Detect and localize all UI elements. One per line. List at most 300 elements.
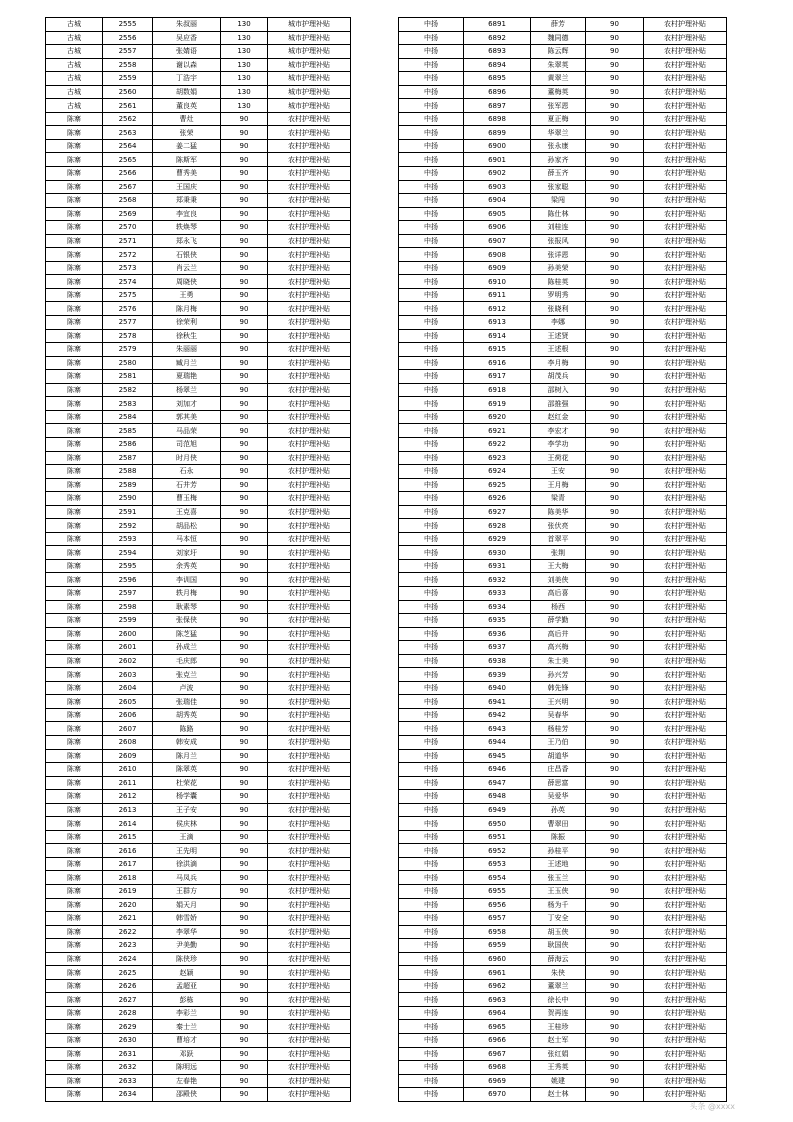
subsidy-type-cell: 农村护理补贴 (644, 912, 727, 926)
subsidy-type-cell: 农村护理补贴 (644, 424, 727, 438)
name-cell: 吴春华 (531, 708, 586, 722)
subsidy-type-cell: 农村护理补贴 (644, 790, 727, 804)
name-cell: 张伏亮 (531, 519, 586, 533)
name-cell: 马凤兵 (153, 871, 221, 885)
village-cell: 中扬 (399, 329, 464, 343)
serial-number-cell: 2576 (103, 302, 153, 316)
subsidy-type-cell: 农村护理补贴 (268, 695, 351, 709)
table-row (399, 614, 727, 628)
table-row (46, 627, 351, 641)
table-row (399, 58, 727, 72)
village-cell: 陈寨 (46, 912, 103, 926)
village-cell: 古城 (46, 18, 103, 32)
amount-cell: 90 (586, 316, 644, 330)
amount-cell: 90 (586, 722, 644, 736)
subsidy-type-cell: 农村护理补贴 (268, 681, 351, 695)
village-cell: 陈寨 (46, 586, 103, 600)
serial-number-cell: 2590 (103, 492, 153, 506)
serial-number-cell: 6937 (464, 641, 531, 655)
subsidy-type-cell: 农村护理补贴 (268, 112, 351, 126)
name-cell: 刘家圩 (153, 546, 221, 560)
subsidy-type-cell: 农村护理补贴 (268, 857, 351, 871)
village-cell: 陈寨 (46, 627, 103, 641)
table-row (46, 18, 351, 32)
serial-number-cell: 6951 (464, 830, 531, 844)
name-cell: 张晓利 (531, 302, 586, 316)
name-cell: 孙家齐 (531, 153, 586, 167)
table-row (46, 885, 351, 899)
amount-cell: 90 (586, 410, 644, 424)
name-cell: 娟天月 (153, 898, 221, 912)
amount-cell: 90 (221, 397, 268, 411)
name-cell: 孙英 (531, 803, 586, 817)
subsidy-type-cell: 农村护理补贴 (644, 221, 727, 235)
table-row (46, 343, 351, 357)
amount-cell: 90 (221, 586, 268, 600)
name-cell: 孙美荣 (531, 261, 586, 275)
name-cell: 邵推强 (531, 397, 586, 411)
subsidy-type-cell: 农村护理补贴 (268, 465, 351, 479)
serial-number-cell: 6949 (464, 803, 531, 817)
amount-cell: 90 (586, 424, 644, 438)
village-cell: 陈寨 (46, 180, 103, 194)
subsidy-type-cell: 农村护理补贴 (644, 437, 727, 451)
name-cell: 杜荣花 (153, 776, 221, 790)
village-cell: 陈寨 (46, 844, 103, 858)
subsidy-type-cell: 农村护理补贴 (644, 478, 727, 492)
serial-number-cell: 6950 (464, 817, 531, 831)
right-table-body (399, 18, 727, 1102)
name-cell: 李宏才 (531, 424, 586, 438)
serial-number-cell: 2596 (103, 573, 153, 587)
table-row (46, 1034, 351, 1048)
amount-cell: 90 (221, 167, 268, 181)
subsidy-type-cell: 农村护理补贴 (644, 586, 727, 600)
name-cell: 姚建 (531, 1074, 586, 1088)
table-row (46, 72, 351, 86)
subsidy-type-cell: 农村护理补贴 (644, 465, 727, 479)
name-cell: 王月梅 (531, 478, 586, 492)
table-row (46, 112, 351, 126)
village-cell: 中扬 (399, 735, 464, 749)
table-row (399, 586, 727, 600)
village-cell: 陈寨 (46, 695, 103, 709)
village-cell: 中扬 (399, 519, 464, 533)
village-cell: 中扬 (399, 316, 464, 330)
subsidy-type-cell: 农村护理补贴 (268, 1047, 351, 1061)
serial-number-cell: 2592 (103, 519, 153, 533)
village-cell: 中扬 (399, 627, 464, 641)
serial-number-cell: 6961 (464, 966, 531, 980)
name-cell: 韩先锋 (531, 681, 586, 695)
left-table-body (46, 18, 351, 1102)
village-cell: 古城 (46, 45, 103, 59)
name-cell: 高兴梅 (531, 641, 586, 655)
name-cell: 胡品松 (153, 519, 221, 533)
amount-cell: 90 (221, 207, 268, 221)
serial-number-cell: 2608 (103, 735, 153, 749)
subsidy-type-cell: 农村护理补贴 (268, 234, 351, 248)
table-row (46, 85, 351, 99)
amount-cell: 90 (586, 925, 644, 939)
village-cell: 中扬 (399, 546, 464, 560)
amount-cell: 90 (221, 1006, 268, 1020)
name-cell: 张荣 (153, 126, 221, 140)
amount-cell: 90 (586, 329, 644, 343)
subsidy-type-cell: 农村护理补贴 (268, 627, 351, 641)
name-cell: 薛思富 (531, 776, 586, 790)
table-row (46, 532, 351, 546)
table-row (399, 532, 727, 546)
serial-number-cell: 6894 (464, 58, 531, 72)
village-cell: 陈寨 (46, 397, 103, 411)
village-cell: 中扬 (399, 18, 464, 32)
serial-number-cell: 6928 (464, 519, 531, 533)
name-cell: 吴应香 (153, 31, 221, 45)
amount-cell: 90 (586, 939, 644, 953)
amount-cell: 90 (586, 857, 644, 871)
subsidy-type-cell: 农村护理补贴 (268, 1074, 351, 1088)
table-row (399, 763, 727, 777)
serial-number-cell: 6948 (464, 790, 531, 804)
table-row (46, 370, 351, 384)
table-row (399, 857, 727, 871)
serial-number-cell: 2563 (103, 126, 153, 140)
village-cell: 陈寨 (46, 316, 103, 330)
subsidy-type-cell: 农村护理补贴 (268, 180, 351, 194)
village-cell: 中扬 (399, 343, 464, 357)
subsidy-type-cell: 城市护理补贴 (268, 85, 351, 99)
amount-cell: 90 (221, 532, 268, 546)
serial-number-cell: 2564 (103, 139, 153, 153)
name-cell: 曹培才 (153, 1034, 221, 1048)
table-row (46, 749, 351, 763)
village-cell: 陈寨 (46, 532, 103, 546)
amount-cell: 90 (221, 939, 268, 953)
table-row (46, 668, 351, 682)
serial-number-cell: 6906 (464, 221, 531, 235)
amount-cell: 90 (586, 1074, 644, 1088)
amount-cell: 90 (586, 126, 644, 140)
name-cell: 王勇 (153, 288, 221, 302)
table-row (46, 830, 351, 844)
village-cell: 陈寨 (46, 803, 103, 817)
subsidy-type-cell: 农村护理补贴 (644, 1006, 727, 1020)
amount-cell: 90 (586, 803, 644, 817)
table-row (399, 898, 727, 912)
name-cell: 薛玉齐 (531, 167, 586, 181)
table-row (399, 31, 727, 45)
subsidy-type-cell: 农村护理补贴 (644, 898, 727, 912)
subsidy-type-cell: 农村护理补贴 (644, 830, 727, 844)
table-row (46, 695, 351, 709)
name-cell: 吴爱华 (531, 790, 586, 804)
amount-cell: 130 (221, 99, 268, 113)
village-cell: 中扬 (399, 424, 464, 438)
table-row (46, 681, 351, 695)
table-row (46, 898, 351, 912)
table-row (399, 316, 727, 330)
amount-cell: 90 (221, 288, 268, 302)
name-cell: 侯庆林 (153, 817, 221, 831)
amount-cell: 90 (586, 817, 644, 831)
name-cell: 胡数娟 (153, 85, 221, 99)
village-cell: 陈寨 (46, 437, 103, 451)
table-row (399, 492, 727, 506)
table-row (46, 1061, 351, 1075)
serial-number-cell: 2606 (103, 708, 153, 722)
subsidy-type-cell: 农村护理补贴 (268, 492, 351, 506)
village-cell: 陈寨 (46, 451, 103, 465)
table-row (399, 519, 727, 533)
amount-cell: 90 (586, 790, 644, 804)
village-cell: 陈寨 (46, 248, 103, 262)
amount-cell: 90 (586, 546, 644, 560)
subsidy-type-cell: 农村护理补贴 (644, 573, 727, 587)
name-cell: 李娜 (531, 316, 586, 330)
amount-cell: 90 (586, 194, 644, 208)
amount-cell: 90 (586, 627, 644, 641)
subsidy-type-cell: 农村护理补贴 (644, 180, 727, 194)
subsidy-type-cell: 城市护理补贴 (268, 99, 351, 113)
table-row (46, 1006, 351, 1020)
village-cell: 中扬 (399, 1088, 464, 1102)
name-cell: 李月梅 (531, 356, 586, 370)
subsidy-type-cell: 农村护理补贴 (644, 939, 727, 953)
village-cell: 陈寨 (46, 194, 103, 208)
serial-number-cell: 2569 (103, 207, 153, 221)
name-cell: 毛庆郎 (153, 654, 221, 668)
table-row (46, 465, 351, 479)
serial-number-cell: 2628 (103, 1006, 153, 1020)
subsidy-type-cell: 农村护理补贴 (268, 830, 351, 844)
amount-cell: 90 (586, 437, 644, 451)
amount-cell: 90 (221, 559, 268, 573)
amount-cell: 90 (586, 952, 644, 966)
table-row (46, 397, 351, 411)
serial-number-cell: 2621 (103, 912, 153, 926)
subsidy-type-cell: 农村护理补贴 (268, 817, 351, 831)
village-cell: 中扬 (399, 180, 464, 194)
amount-cell: 90 (586, 465, 644, 479)
serial-number-cell: 6892 (464, 31, 531, 45)
amount-cell: 90 (586, 993, 644, 1007)
serial-number-cell: 6946 (464, 763, 531, 777)
subsidy-type-cell: 农村护理补贴 (644, 966, 727, 980)
name-cell: 张克兰 (153, 668, 221, 682)
name-cell: 胡茂兵 (531, 370, 586, 384)
table-row (399, 248, 727, 262)
table-row (46, 1047, 351, 1061)
amount-cell: 90 (221, 1061, 268, 1075)
name-cell: 董梅英 (531, 85, 586, 99)
village-cell: 中扬 (399, 1020, 464, 1034)
name-cell: 谢以森 (153, 58, 221, 72)
amount-cell: 90 (586, 397, 644, 411)
name-cell: 郑永飞 (153, 234, 221, 248)
village-cell: 陈寨 (46, 519, 103, 533)
amount-cell: 90 (586, 844, 644, 858)
name-cell: 王桂珍 (531, 1020, 586, 1034)
village-cell: 中扬 (399, 681, 464, 695)
amount-cell: 90 (586, 1088, 644, 1102)
table-row (46, 31, 351, 45)
serial-number-cell: 6918 (464, 383, 531, 397)
village-cell: 陈寨 (46, 139, 103, 153)
table-row (46, 641, 351, 655)
name-cell: 张永康 (531, 139, 586, 153)
village-cell: 陈寨 (46, 559, 103, 573)
serial-number-cell: 2568 (103, 194, 153, 208)
amount-cell: 130 (221, 85, 268, 99)
subsidy-type-cell: 农村护理补贴 (644, 410, 727, 424)
amount-cell: 90 (221, 885, 268, 899)
amount-cell: 90 (586, 72, 644, 86)
name-cell: 陈振 (531, 830, 586, 844)
serial-number-cell: 6897 (464, 99, 531, 113)
amount-cell: 90 (586, 248, 644, 262)
amount-cell: 90 (221, 492, 268, 506)
amount-cell: 90 (221, 221, 268, 235)
subsidy-type-cell: 农村护理补贴 (644, 248, 727, 262)
name-cell: 赵士林 (531, 1088, 586, 1102)
village-cell: 中扬 (399, 370, 464, 384)
subsidy-type-cell: 农村护理补贴 (268, 139, 351, 153)
village-cell: 中扬 (399, 397, 464, 411)
name-cell: 孙成兰 (153, 641, 221, 655)
table-row (46, 302, 351, 316)
serial-number-cell: 6898 (464, 112, 531, 126)
subsidy-type-cell: 农村护理补贴 (644, 329, 727, 343)
amount-cell: 90 (221, 519, 268, 533)
serial-number-cell: 6916 (464, 356, 531, 370)
serial-number-cell: 6920 (464, 410, 531, 424)
subsidy-type-cell: 农村护理补贴 (644, 167, 727, 181)
amount-cell: 90 (221, 410, 268, 424)
village-cell: 中扬 (399, 695, 464, 709)
amount-cell: 90 (221, 437, 268, 451)
serial-number-cell: 2610 (103, 763, 153, 777)
subsidy-type-cell: 农村护理补贴 (644, 979, 727, 993)
village-cell: 陈寨 (46, 1074, 103, 1088)
village-cell: 中扬 (399, 194, 464, 208)
subsidy-type-cell: 农村护理补贴 (268, 329, 351, 343)
serial-number-cell: 6960 (464, 952, 531, 966)
serial-number-cell: 2571 (103, 234, 153, 248)
village-cell: 陈寨 (46, 505, 103, 519)
table-row (399, 18, 727, 32)
serial-number-cell: 2611 (103, 776, 153, 790)
name-cell: 高后喜 (531, 586, 586, 600)
serial-number-cell: 2555 (103, 18, 153, 32)
subsidy-type-cell: 农村护理补贴 (644, 261, 727, 275)
table-row (399, 275, 727, 289)
table-row (399, 72, 727, 86)
table-row (46, 478, 351, 492)
village-cell: 中扬 (399, 383, 464, 397)
name-cell: 秦士兰 (153, 1020, 221, 1034)
amount-cell: 90 (586, 383, 644, 397)
amount-cell: 90 (586, 776, 644, 790)
village-cell: 陈寨 (46, 993, 103, 1007)
table-row (399, 1034, 727, 1048)
serial-number-cell: 2577 (103, 316, 153, 330)
amount-cell: 90 (586, 45, 644, 59)
table-row (399, 681, 727, 695)
amount-cell: 90 (221, 465, 268, 479)
name-cell: 刘加才 (153, 397, 221, 411)
table-row (399, 410, 727, 424)
table-row (46, 925, 351, 939)
table-row (46, 993, 351, 1007)
village-cell: 陈寨 (46, 153, 103, 167)
village-cell: 陈寨 (46, 898, 103, 912)
subsidy-type-cell: 农村护理补贴 (268, 356, 351, 370)
serial-number-cell: 6955 (464, 885, 531, 899)
subsidy-type-cell: 农村护理补贴 (268, 261, 351, 275)
subsidy-type-cell: 农村护理补贴 (644, 681, 727, 695)
amount-cell: 90 (221, 641, 268, 655)
amount-cell: 90 (221, 952, 268, 966)
table-row (399, 559, 727, 573)
name-cell: 王乃伯 (531, 735, 586, 749)
amount-cell: 90 (586, 1006, 644, 1020)
serial-number-cell: 6956 (464, 898, 531, 912)
table-row (399, 1047, 727, 1061)
name-cell: 陈仕林 (531, 207, 586, 221)
name-cell: 丁浩宇 (153, 72, 221, 86)
serial-number-cell: 2561 (103, 99, 153, 113)
table-row (399, 343, 727, 357)
amount-cell: 90 (221, 356, 268, 370)
serial-number-cell: 6934 (464, 600, 531, 614)
amount-cell: 90 (221, 343, 268, 357)
table-row (46, 952, 351, 966)
amount-cell: 90 (221, 776, 268, 790)
subsidy-type-cell: 农村护理补贴 (644, 993, 727, 1007)
serial-number-cell: 2572 (103, 248, 153, 262)
serial-number-cell: 6941 (464, 695, 531, 709)
village-cell: 中扬 (399, 1074, 464, 1088)
name-cell: 李训国 (153, 573, 221, 587)
amount-cell: 90 (586, 180, 644, 194)
subsidy-type-cell: 城市护理补贴 (268, 31, 351, 45)
table-row (46, 546, 351, 560)
village-cell: 中扬 (399, 600, 464, 614)
amount-cell: 90 (221, 830, 268, 844)
table-row (399, 153, 727, 167)
amount-cell: 90 (221, 1020, 268, 1034)
subsidy-type-cell: 农村护理补贴 (644, 1047, 727, 1061)
table-row (46, 722, 351, 736)
serial-number-cell: 6968 (464, 1061, 531, 1075)
subsidy-type-cell: 城市护理补贴 (268, 18, 351, 32)
amount-cell: 90 (221, 329, 268, 343)
serial-number-cell: 2598 (103, 600, 153, 614)
serial-number-cell: 6900 (464, 139, 531, 153)
name-cell: 王述地 (531, 857, 586, 871)
amount-cell: 90 (221, 979, 268, 993)
table-row (46, 221, 351, 235)
serial-number-cell: 2601 (103, 641, 153, 655)
village-cell: 陈寨 (46, 478, 103, 492)
name-cell: 李宜良 (153, 207, 221, 221)
serial-number-cell: 2605 (103, 695, 153, 709)
table-row (46, 939, 351, 953)
subsidy-type-cell: 农村护理补贴 (268, 302, 351, 316)
village-cell: 中扬 (399, 410, 464, 424)
subsidy-type-cell: 农村护理补贴 (644, 492, 727, 506)
